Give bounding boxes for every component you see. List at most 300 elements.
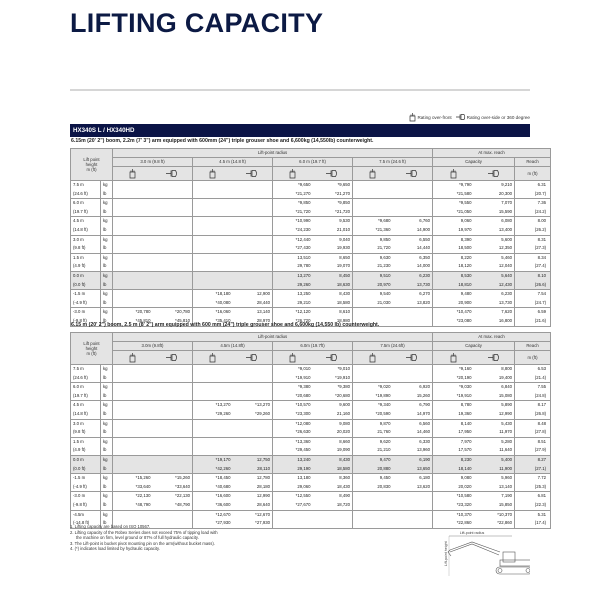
value-cell [393,208,433,217]
value-cell: *9,010 [313,365,353,374]
height-cell: 7.5 m [71,365,101,374]
value-cell: 18,140 [433,465,474,474]
value-cell [113,281,153,290]
value-cell: (26.6) [515,281,551,290]
value-cell [153,392,193,401]
excavator-icon [448,542,530,574]
value-cell: *10,990 [273,217,313,226]
max-reach-header: At max. reach [433,149,551,158]
value-cell [113,510,153,519]
table-row [71,401,551,410]
unit-cell: kg [101,419,113,428]
value-cell: 13,140 [233,308,273,317]
rating-over-side-icon [326,169,338,178]
unit-cell: lb [101,501,113,510]
value-cell [113,199,153,208]
side-rating-col [393,167,433,181]
rating-over-front-icon [450,353,457,363]
table-row [71,208,551,217]
value-cell: 19,970 [433,226,474,235]
table-row [71,271,551,280]
value-cell: 8,450 [313,271,353,280]
unit-cell: kg [101,235,113,244]
value-cell: *45,810 [113,317,153,326]
value-cell: 29,060 [273,483,313,492]
rating-over-side-icon [456,113,466,121]
height-cell: (-14.8 ft) [71,519,101,528]
table-row [71,446,551,455]
value-cell [153,465,193,474]
unit-cell: kg [101,199,113,208]
height-cell: (-9.8 ft) [71,317,101,326]
value-cell: 8.00 [515,217,551,226]
value-cell: 8.31 [515,235,551,244]
legend-front [409,113,451,122]
unit-cell: lb [101,190,113,199]
value-cell [353,365,393,374]
value-cell [113,235,153,244]
value-cell: 9,620 [353,437,393,446]
value-cell: 6,920 [393,383,433,392]
icon-row [71,351,551,365]
value-cell [393,519,433,528]
value-cell: *9,030 [433,383,474,392]
value-cell: 21,210 [353,446,393,455]
value-cell: 12,780 [233,474,273,483]
value-cell: 8.51 [515,437,551,446]
value-cell: 6.59 [515,308,551,317]
value-cell: 13,400 [474,226,515,235]
height-cell: 3.0 m [71,419,101,428]
value-cell [193,226,233,235]
value-cell: *19,910 [313,374,353,383]
value-cell: *19,910 [273,374,313,383]
unit-cell: lb [101,446,113,455]
value-cell: *26,720 [273,317,313,326]
value-cell [233,437,273,446]
height-cell: 6.0 m [71,199,101,208]
value-cell: *15,260 [153,474,193,483]
excavator-diagram [420,530,530,580]
value-cell: 21,010 [313,226,353,235]
value-cell: 6,080 [474,217,515,226]
value-cell [113,428,153,437]
unit-cell: kg [101,365,113,374]
height-cell: (19.7 ft) [71,392,101,401]
height-cell: (4.9 ft) [71,262,101,271]
value-cell [233,428,273,437]
value-cell [153,281,193,290]
value-cell [353,199,393,208]
height-cell: 0.0 m [71,455,101,464]
value-cell: *40,080 [193,299,233,308]
table-row [71,290,551,299]
value-cell: 6,190 [393,455,433,464]
value-cell: *21,270 [313,190,353,199]
model-header: HX340S L / HX340HD [70,124,530,137]
value-cell: 6.53 [515,365,551,374]
value-cell: 19,400 [474,374,515,383]
radius-header: 7.5 m (24.6 ft) [353,158,433,167]
value-cell [233,374,273,383]
value-cell: 21,160 [313,410,353,419]
value-cell: 8,390 [433,235,474,244]
value-cell: *19,910 [433,392,474,401]
rating-over-side-icon [326,353,338,362]
table-row [71,501,551,510]
value-cell: 28,180 [233,483,273,492]
height-cell: 1.5 m [71,437,101,446]
value-cell [153,437,193,446]
value-cell: 19,070 [313,262,353,271]
value-cell [193,374,233,383]
value-cell: 12,750 [233,455,273,464]
front-rating-col [433,351,474,365]
rating-over-front-icon [450,169,457,179]
value-cell [113,208,153,217]
side-rating-col [313,351,353,365]
value-cell [113,253,153,262]
value-cell: 9,540 [353,290,393,299]
value-cell: 7,970 [433,437,474,446]
value-cell: 7,620 [474,308,515,317]
value-cell [233,226,273,235]
value-cell: 6,180 [393,474,433,483]
value-cell [313,519,353,528]
value-cell: *12,670 [233,510,273,519]
value-cell: 9,850 [353,235,393,244]
value-cell: 9,080 [433,474,474,483]
page-title: LIFTING CAPACITY [70,8,324,38]
value-cell [233,383,273,392]
value-cell: (21.6) [515,317,551,326]
value-cell: 8,660 [313,437,353,446]
value-cell: *24,230 [273,226,313,235]
height-cell: 6.0 m [71,383,101,392]
value-cell: 7.36 [515,199,551,208]
value-cell: 20,830 [353,483,393,492]
value-cell: 8.48 [515,419,551,428]
height-cell: 4.5 m [71,217,101,226]
icon-row [71,167,551,181]
value-cell: 6,550 [393,235,433,244]
value-cell: 8,230 [433,455,474,464]
footnote: 3. The Lift-point is bucket pivot mounting pin on the arm(without bucket mass). [70,540,215,546]
value-cell: *19,890 [353,392,393,401]
side-rating-col [153,351,193,365]
height-cell: (9.8 ft) [71,244,101,253]
unit-cell: kg [101,271,113,280]
value-cell [273,510,313,519]
value-cell: 5,640 [474,271,515,280]
value-cell [153,446,193,455]
value-cell: 6.31 [515,181,551,190]
value-cell: 8,780 [433,401,474,410]
value-cell [193,392,233,401]
value-cell [193,190,233,199]
value-cell: 21,720 [353,244,393,253]
value-cell [233,419,273,428]
height-cell: (4.9 ft) [71,446,101,455]
value-cell: (27.3) [515,244,551,253]
value-cell: (27.9) [515,446,551,455]
value-cell: *27,430 [273,244,313,253]
radius-header: 6.0 m (19.7 ft) [273,158,353,167]
height-cell: 3.0 m [71,235,101,244]
side-rating-col [153,167,193,181]
side-rating-col [313,167,353,181]
value-cell: (21.4) [515,374,551,383]
value-cell: *22,130 [113,492,153,501]
value-cell [193,235,233,244]
value-cell [353,510,393,519]
value-cell: 5,960 [474,474,515,483]
table-row [71,510,551,519]
table-row [71,455,551,464]
value-cell [113,465,153,474]
table1-subtitle: 6.15m (20' 2") boom, 2.2m (7' 3") arm equipped with 600mm (24") triple grouser shoe and 6,600kg (14,550lb) counterweight. [71,138,374,144]
value-cell [153,510,193,519]
value-cell [113,419,153,428]
value-cell: 11,640 [474,446,515,455]
unit-cell: lb [101,244,113,253]
rating-over-side-icon [406,169,418,178]
value-cell: 12,430 [474,281,515,290]
legend-side-label: Rating over-side or 360 degree [466,114,530,120]
value-cell [153,217,193,226]
value-cell: 20,970 [353,281,393,290]
value-cell: 5,400 [474,455,515,464]
side-rating-col [474,351,515,365]
value-cell: 9,470 [353,455,393,464]
value-cell: *13,270 [233,401,273,410]
value-cell [153,190,193,199]
value-cell: 7,190 [474,492,515,501]
value-cell: 13,250 [273,290,313,299]
value-cell: 20,020 [433,483,474,492]
radius-header: 7.5m (24.6ft) [353,342,433,351]
value-cell: 9,630 [353,253,393,262]
height-cell: -3.0 m [71,492,101,501]
value-cell: 6,350 [393,253,433,262]
value-cell [113,446,153,455]
value-cell [113,437,153,446]
front-rating-col [353,167,393,181]
value-cell: *9,380 [313,383,353,392]
value-cell: 17,950 [433,428,474,437]
value-cell: *20,680 [273,392,313,401]
value-cell: (24.8) [515,392,551,401]
title-divider [70,89,530,91]
value-cell: *23,320 [433,501,474,510]
height-cell: 0.0 m [71,271,101,280]
footnote: 1. Lifting capacity are based on ISO 10567. [70,524,151,529]
value-cell [113,226,153,235]
value-cell: *9,160 [433,365,474,374]
radius-header: 4.5 m (14.8 ft) [193,158,273,167]
value-cell: *9,020 [353,383,393,392]
value-cell: *13,360 [273,437,313,446]
table-row [71,419,551,428]
table-row [71,253,551,262]
table-row [71,199,551,208]
value-cell: 21,760 [353,428,393,437]
reach-header: Reach [515,342,551,351]
value-cell: 8,650 [313,253,353,262]
side-rating-col [233,167,273,181]
table-row [71,374,551,383]
value-cell: *20,590 [353,410,393,419]
unit-cell: lb [101,262,113,271]
value-cell [393,199,433,208]
value-cell: 9,510 [353,271,393,280]
rating-over-side-icon [166,169,178,178]
value-cell: *21,720 [313,208,353,217]
value-cell: 13,820 [393,299,433,308]
side-rating-col [474,167,515,181]
rating-over-front-icon [209,353,216,363]
value-cell: *9,550 [433,199,474,208]
value-cell [193,271,233,280]
value-cell: *10,470 [433,308,474,317]
header-row [71,342,551,351]
value-cell: 9,040 [313,235,353,244]
value-cell: 18,500 [433,244,474,253]
unit-cell: kg [101,492,113,501]
value-cell [393,190,433,199]
value-cell: 14,460 [393,428,433,437]
value-cell: 20,880 [353,465,393,474]
value-cell: *9,850 [273,199,313,208]
value-cell: (26.8) [515,410,551,419]
value-cell [233,199,273,208]
value-cell: *29,260 [233,410,273,419]
side-rating-col [233,351,273,365]
value-cell [153,299,193,308]
unit-cell: lb [101,317,113,326]
reach-unit-header: m (ft) [515,167,551,181]
value-cell [153,262,193,271]
value-cell [313,510,353,519]
value-cell [353,308,393,317]
rating-over-side-icon [488,353,500,362]
value-cell [193,446,233,455]
unit-cell: lb [101,281,113,290]
value-cell [393,365,433,374]
value-cell: 19,090 [313,446,353,455]
unit-cell: kg [101,401,113,410]
unit-cell: kg [101,308,113,317]
value-cell [113,244,153,253]
unit-cell: lb [101,483,113,492]
value-cell: *12,670 [193,510,233,519]
value-cell: *9,790 [433,181,474,190]
rating-over-front-icon [129,169,136,179]
height-cell: 4.5 m [71,401,101,410]
value-cell: 8,800 [474,365,515,374]
value-cell: 18,120 [433,262,474,271]
value-cell [353,208,393,217]
rating-over-front-icon [409,113,416,122]
value-cell: 28,640 [233,501,273,510]
value-cell: *13,270 [193,401,233,410]
value-cell: (26.2) [515,226,551,235]
radius-header: 4.5m (14.8ft) [193,342,273,351]
value-cell: 5,460 [474,253,515,262]
value-cell [193,281,233,290]
height-cell: (-4.9 ft) [71,483,101,492]
table-row [71,235,551,244]
value-cell [113,410,153,419]
value-cell [353,501,393,510]
value-cell [153,253,193,262]
table-row [71,299,551,308]
value-cell [113,290,153,299]
value-cell [153,428,193,437]
value-cell: 29,780 [273,262,313,271]
value-cell: *20,780 [113,308,153,317]
value-cell [393,374,433,383]
rating-over-side-icon [246,353,258,362]
value-cell: 9,530 [313,217,353,226]
value-cell: 14,000 [393,262,433,271]
value-cell [233,235,273,244]
unit-cell: kg [101,510,113,519]
lift-point-height-header: Lift point height m (ft) [71,149,113,181]
unit-cell: lb [101,410,113,419]
unit-cell: lb [101,519,113,528]
value-cell: 8.10 [515,271,551,280]
front-rating-col [113,351,153,365]
value-cell [393,492,433,501]
value-cell: *27,930 [193,519,233,528]
value-cell: 8,360 [313,474,353,483]
rating-over-front-icon [129,353,136,363]
value-cell: 21,030 [353,299,393,308]
value-cell: 19,930 [313,244,353,253]
value-cell [153,208,193,217]
height-cell: -3.0 m [71,308,101,317]
value-cell: 18,580 [313,299,353,308]
value-cell: 8.17 [515,401,551,410]
reach-unit-header: m (ft) [515,351,551,365]
rating-over-front-icon [369,353,376,363]
height-cell: -1.5 m [71,474,101,483]
height-cell: -4.5m [71,510,101,519]
value-cell: *48,790 [113,501,153,510]
radius-header: 6.0m (19.7ft) [273,342,353,351]
rating-legend [360,111,530,123]
value-cell [353,374,393,383]
value-cell [153,419,193,428]
value-cell [233,365,273,374]
value-cell [393,181,433,190]
value-cell: *16,060 [193,308,233,317]
table-row [71,365,551,374]
value-cell [113,181,153,190]
value-cell [193,217,233,226]
value-cell: 28,110 [233,465,273,474]
unit-cell: lb [101,208,113,217]
value-cell: (20.7) [515,190,551,199]
front-rating-col [193,351,233,365]
value-cell [233,271,273,280]
value-cell: 5,600 [474,235,515,244]
capacity-table-2 [70,332,551,529]
value-cell: *10,370 [474,510,515,519]
value-cell [153,374,193,383]
value-cell: 18,720 [313,501,353,510]
